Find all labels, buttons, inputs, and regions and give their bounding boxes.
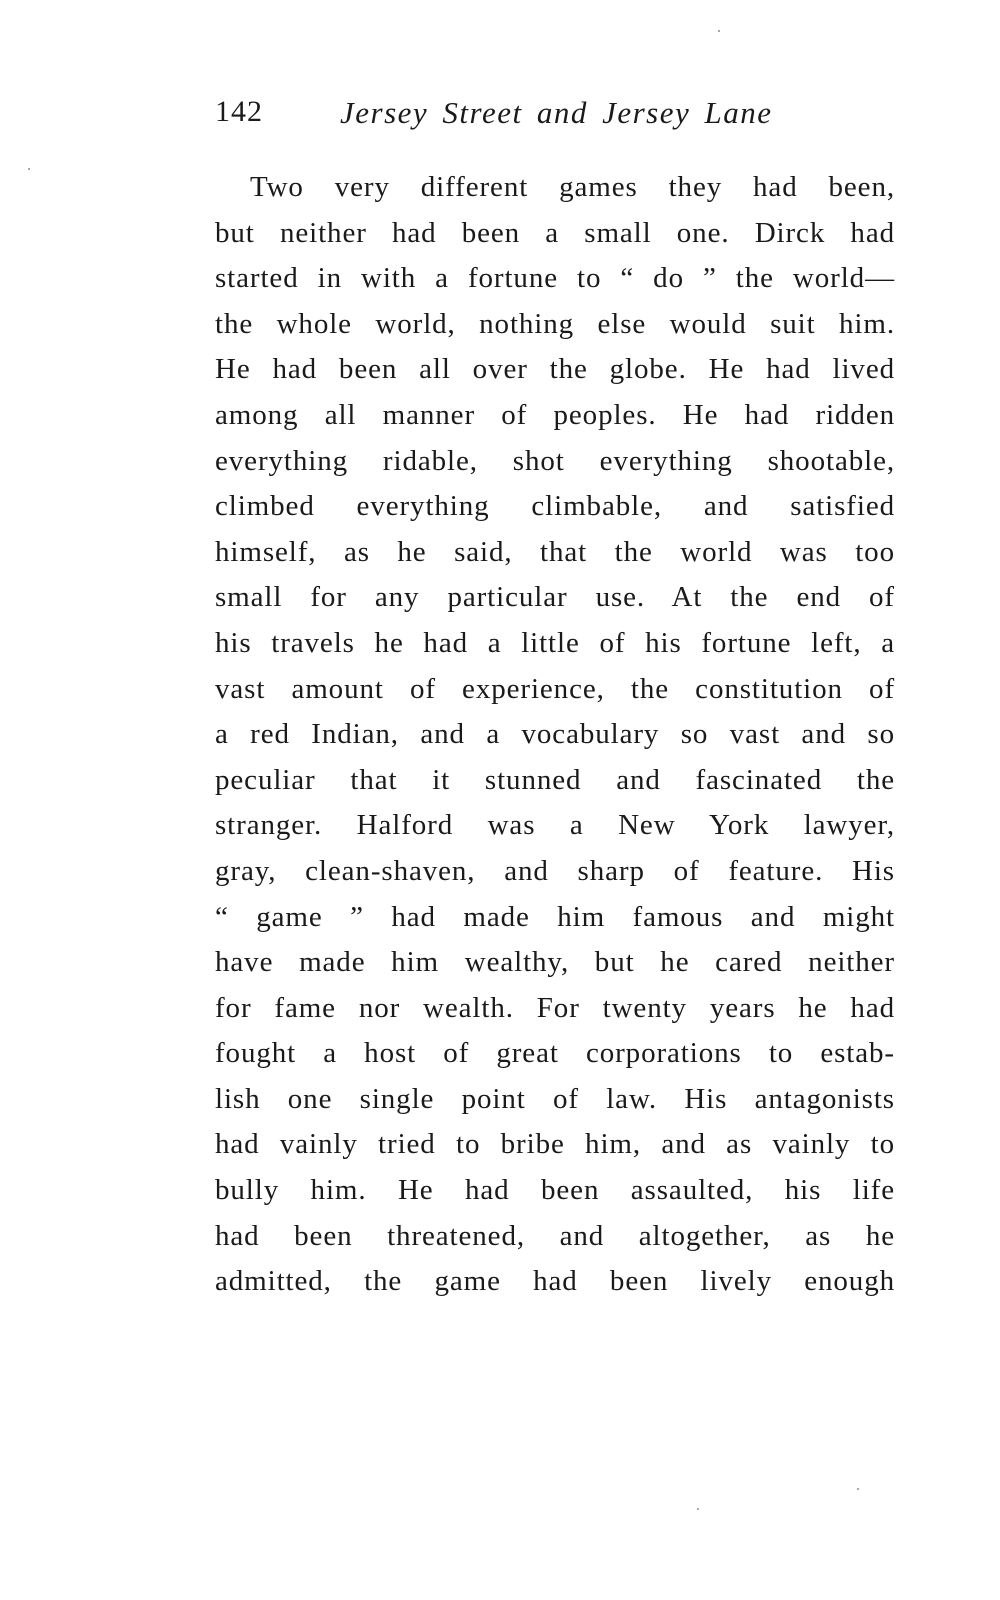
scan-speck (718, 30, 720, 32)
text-line: fought a host of great corporations to estab- (215, 1037, 895, 1070)
text-line: peculiar that it stunned and fascinated the (215, 763, 895, 796)
page-number: 142 (215, 95, 263, 128)
text-line: among all manner of peoples. He had ridden (215, 398, 895, 431)
scan-speck (697, 1508, 699, 1510)
text-line: for fame nor wealth. For twenty years he had (215, 991, 895, 1024)
text-line: himself, as he said, that the world was too (215, 535, 895, 568)
running-title: Jersey Street and Jersey Lane (340, 95, 773, 130)
text-line: lish one single point of law. His antagonists (215, 1082, 895, 1115)
body-text (215, 165, 895, 1305)
text-line: a red Indian, and a vocabulary so vast and so (215, 718, 895, 751)
text-line: Two very different games they had been, (250, 171, 895, 203)
text-line: the whole world, nothing else would suit him. (215, 307, 895, 340)
scan-speck (857, 1488, 859, 1490)
text-line: stranger. Halford was a New York lawyer, (215, 809, 895, 842)
text-line: but neither had been a small one. Dirck had (215, 216, 895, 249)
text-line: bully him. He had been assaulted, his life (215, 1174, 895, 1207)
text-line: started in with a fortune to “ do ” the world— (215, 262, 895, 295)
text-line: everything ridable, shot everything shootable, (215, 444, 895, 477)
text-line: had vainly tried to bribe him, and as vainly to (215, 1128, 895, 1161)
scan-speck (28, 168, 30, 170)
text-line: have made him wealthy, but he cared neither (215, 946, 895, 979)
text-line: vast amount of experience, the constitution of (215, 672, 895, 705)
text-line: gray, clean-shaven, and sharp of feature. His (215, 854, 895, 887)
text-line: “ game ” had made him famous and might (215, 900, 895, 933)
text-line: admitted, the game had been lively enough (215, 1265, 895, 1298)
text-line: climbed everything climbable, and satisfied (215, 490, 895, 523)
text-line: He had been all over the globe. He had lived (215, 353, 895, 386)
text-line: small for any particular use. At the end of (215, 581, 895, 614)
text-line: his travels he had a little of his fortune left, a (215, 626, 895, 659)
text-line: had been threatened, and altogether, as he (215, 1219, 895, 1252)
running-header (215, 95, 915, 145)
